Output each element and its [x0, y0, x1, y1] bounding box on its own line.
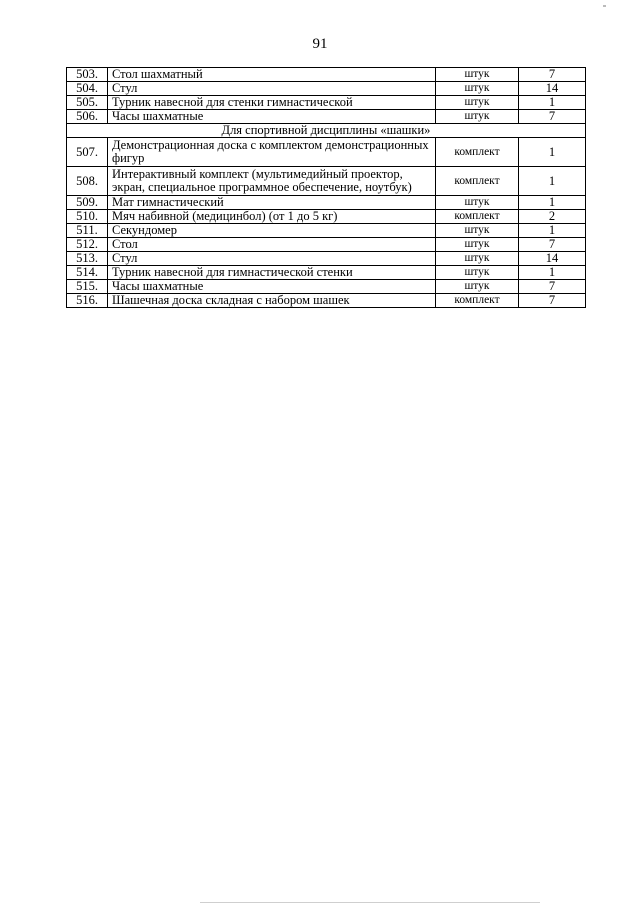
table-row [67, 280, 586, 294]
item-name: Шашечная доска складная с набором шашек [108, 294, 436, 308]
item-unit: штук [436, 224, 519, 238]
item-name: Турник навесной для стенки гимнастической [108, 96, 436, 110]
table-row [67, 96, 586, 110]
item-quantity: 7 [519, 68, 586, 82]
item-quantity: 1 [519, 266, 586, 280]
item-unit: штук [436, 266, 519, 280]
item-quantity: 14 [519, 252, 586, 266]
row-number: 516. [67, 294, 108, 308]
item-unit: штук [436, 96, 519, 110]
row-number: 510. [67, 210, 108, 224]
item-unit: штук [436, 82, 519, 96]
item-name: Мяч набивной (медицинбол) (от 1 до 5 кг) [108, 210, 436, 224]
table-row [67, 224, 586, 238]
item-name-line: экран, специальное программное обеспечение, ноутбук) [112, 180, 412, 194]
table-row [67, 294, 586, 308]
row-number: 505. [67, 96, 108, 110]
equipment-table [66, 67, 586, 308]
scan-artifact [603, 5, 606, 7]
item-name-line: Демонстрационная доска с комплектом демонстрационных [112, 138, 429, 152]
section-header-row [67, 124, 586, 138]
row-number: 515. [67, 280, 108, 294]
item-name: Секундомер [108, 224, 436, 238]
item-unit: штук [436, 280, 519, 294]
item-quantity: 7 [519, 238, 586, 252]
item-unit: комплект [436, 210, 519, 224]
row-number: 503. [67, 68, 108, 82]
item-name: Стул [108, 252, 436, 266]
table-row [67, 82, 586, 96]
item-quantity: 2 [519, 210, 586, 224]
item-name: Стул [108, 82, 436, 96]
row-number: 511. [67, 224, 108, 238]
row-number: 514. [67, 266, 108, 280]
item-name: Стол [108, 238, 436, 252]
item-quantity: 1 [519, 196, 586, 210]
item-quantity: 1 [519, 138, 586, 167]
row-number: 507. [67, 138, 108, 167]
item-unit: комплект [436, 167, 519, 196]
table-row [67, 196, 586, 210]
item-quantity: 14 [519, 82, 586, 96]
table-row [67, 210, 586, 224]
item-quantity: 1 [519, 224, 586, 238]
item-unit: штук [436, 110, 519, 124]
item-name [108, 167, 436, 196]
item-name [108, 138, 436, 167]
row-number: 513. [67, 252, 108, 266]
item-quantity: 1 [519, 96, 586, 110]
item-unit: штук [436, 68, 519, 82]
item-unit: штук [436, 252, 519, 266]
table-row [67, 68, 586, 82]
item-quantity: 7 [519, 280, 586, 294]
row-number: 506. [67, 110, 108, 124]
table-row [67, 238, 586, 252]
table-row [67, 138, 586, 167]
row-number: 509. [67, 196, 108, 210]
row-number: 512. [67, 238, 108, 252]
item-quantity: 1 [519, 167, 586, 196]
item-name-line: фигур [112, 151, 145, 165]
item-quantity: 7 [519, 294, 586, 308]
item-unit: штук [436, 238, 519, 252]
item-name: Турник навесной для гимнастической стенки [108, 266, 436, 280]
table-row [67, 266, 586, 280]
table-row [67, 167, 586, 196]
item-name: Часы шахматные [108, 280, 436, 294]
row-number: 504. [67, 82, 108, 96]
table-row [67, 252, 586, 266]
item-name: Стол шахматный [108, 68, 436, 82]
item-quantity: 7 [519, 110, 586, 124]
item-name: Часы шахматные [108, 110, 436, 124]
item-name: Мат гимнастический [108, 196, 436, 210]
page-number: 91 [312, 36, 328, 52]
table-row [67, 110, 586, 124]
section-title: Для спортивной дисциплины «шашки» [67, 124, 586, 138]
item-name-line: Интерактивный комплект (мультимедийный проектор, [112, 167, 403, 181]
row-number: 508. [67, 167, 108, 196]
item-unit: комплект [436, 138, 519, 167]
scan-edge-line [200, 902, 540, 903]
item-unit: комплект [436, 294, 519, 308]
item-unit: штук [436, 196, 519, 210]
